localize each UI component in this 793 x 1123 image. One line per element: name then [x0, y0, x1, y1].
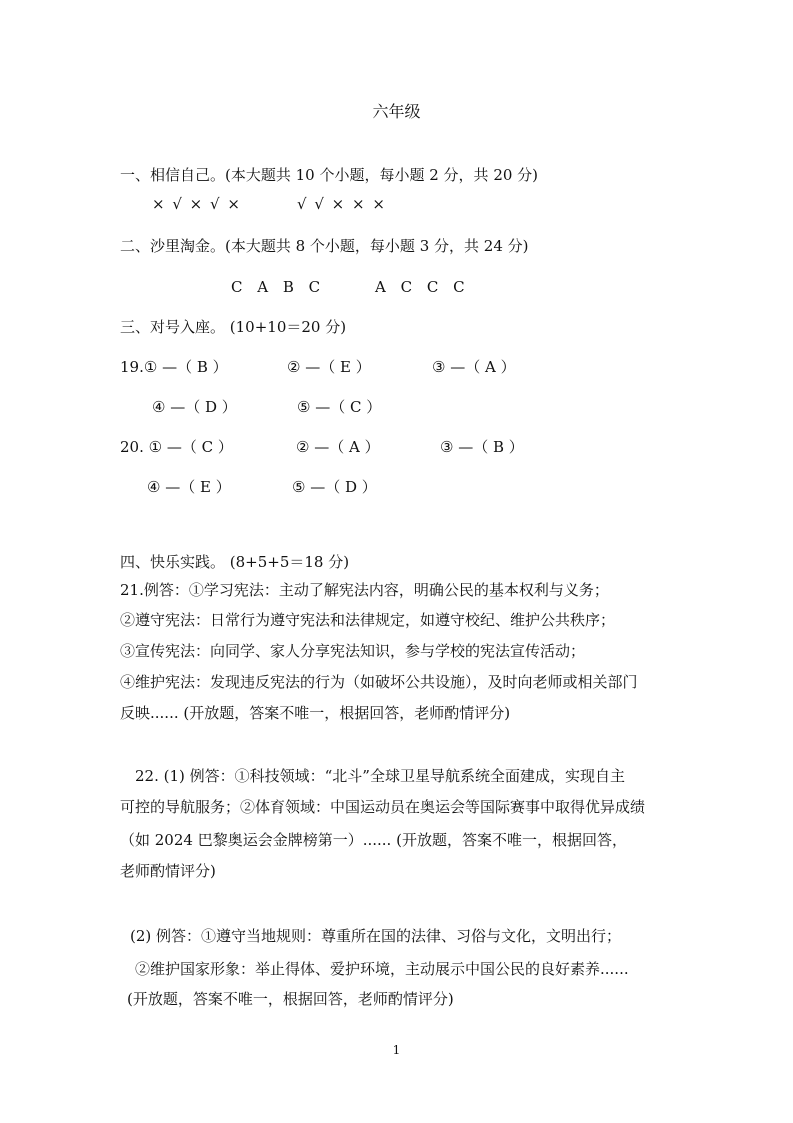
q22-1-line-3: （如 2024 巴黎奥运会金牌榜第一）...... (开放题，答案不唯一，根据回答，: [120, 831, 627, 849]
q20-answer-5: ⑤ —（ D ）: [292, 478, 377, 496]
q21-line-2: ②遵守宪法：日常行为遵守宪法和法律规定，如遵守校纪、维护公共秩序；: [120, 611, 616, 629]
q22-1-line-1: 22. (1) 例答：①科技领域：“北斗”全球卫星导航系统全面建成，实现自主: [135, 767, 625, 785]
q22-2-line-1: (2) 例答：①遵守当地规则：尊重所在国的法律、习俗与文化，文明出行；: [130, 927, 622, 945]
q22-2-line-2: ②维护国家形象：举止得体、爱护环境，主动展示中国公民的良好素养......: [135, 960, 629, 978]
q20-answer-2: ② —（ A ）: [296, 438, 380, 456]
page-title: 六年级: [372, 102, 421, 121]
section-1-answers-b: √ √ × × ×: [297, 195, 385, 213]
section-2-answers-b: A C C C: [375, 278, 465, 296]
q21-line-4: ④维护宪法：发现违反宪法的行为（如破坏公共设施），及时向老师或相关部门: [120, 673, 638, 691]
q19-answer-4: ④ —（ D ）: [152, 398, 237, 416]
section-1-answers-a: × √ × √ ×: [152, 195, 240, 213]
q21-line-3: ③宣传宪法：向同学、家人分享宪法知识，参与学校的宪法宣传活动；: [120, 642, 586, 660]
q20-answer-3: ③ —（ B ）: [440, 438, 524, 456]
section-2-heading: 二、沙里淘金。(本大题共 8 个小题，每小题 3 分，共 24 分): [120, 237, 529, 255]
q20-answer-4: ④ —（ E ）: [147, 478, 231, 496]
q19-answer-2: ② —（ E ）: [287, 358, 371, 376]
section-3-heading: 三、对号入座。 (10+10＝20 分): [120, 318, 347, 336]
section-4-heading: 四、快乐实践。 (8+5+5＝18 分): [120, 553, 350, 571]
q22-1-line-2: 可控的导航服务；②体育领域：中国运动员在奥运会等国际赛事中取得优异成绩: [120, 798, 646, 816]
q22-1-line-4: 老师酌情评分): [120, 862, 216, 880]
page-number: 1: [392, 1043, 401, 1057]
q21-line-5: 反映...... (开放题，答案不唯一，根据回答，老师酌情评分): [120, 704, 511, 722]
section-1-heading: 一、相信自己。(本大题共 10 个小题，每小题 2 分，共 20 分): [120, 166, 539, 184]
q19-answer-5: ⑤ —（ C ）: [297, 398, 382, 416]
q22-2-line-3: (开放题，答案不唯一，根据回答，老师酌情评分): [127, 990, 454, 1008]
section-2-answers-a: C A B C: [231, 278, 321, 296]
q19-answer-3: ③ —（ A ）: [432, 358, 516, 376]
q20-answer-1: 20. ① —（ C ）: [120, 438, 233, 456]
q21-line-1: 21.例答：①学习宪法：主动了解宪法内容，明确公民的基本权利与义务；: [120, 581, 609, 599]
q19-answer-1: 19.① —（ B ）: [120, 358, 228, 376]
